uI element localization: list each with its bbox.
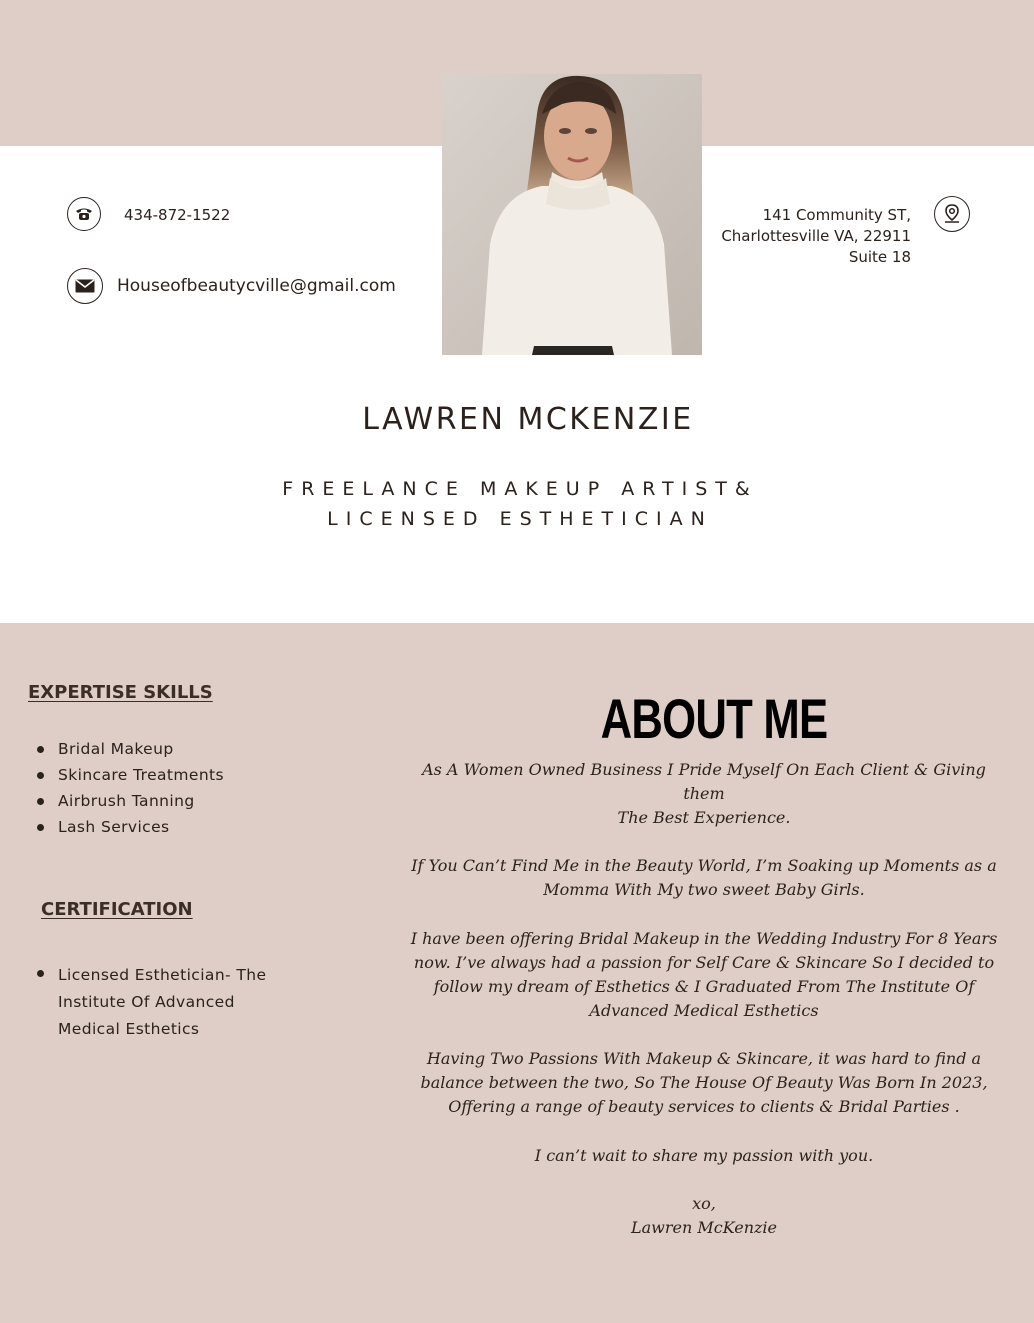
phone-icon	[67, 197, 101, 231]
phone-number[interactable]: 434-872-1522	[124, 206, 231, 224]
about-signature: Lawren McKenzie	[630, 1217, 778, 1237]
profile-photo	[442, 74, 702, 355]
about-line: As A Women Owned Business I Pride Myself On Each Client & Giving them	[422, 760, 986, 804]
address-line-suite: Suite 18	[848, 248, 911, 266]
about-line: Having Two Passions With Makeup & Skincare, it was hard to find a	[426, 1049, 982, 1069]
address	[721, 205, 911, 268]
about-line: xo,	[692, 1193, 716, 1213]
list-item: Skincare Treatments	[28, 764, 224, 790]
about-line: balance between the two, So The House Of Beauty Was Born In 2023,	[420, 1073, 988, 1093]
person-name: LAWREN MCKENZIE	[362, 402, 694, 437]
about-paragraph	[404, 1144, 1004, 1168]
expertise-heading: EXPERTISE SKILLS	[28, 682, 213, 703]
list-item: Licensed Esthetician- The Institute Of Advanced Medical Esthetics	[28, 962, 298, 1043]
expertise-list	[28, 738, 224, 842]
about-heading: ABOUT ME	[600, 687, 828, 750]
about-line: follow my dream of Esthetics & I Graduated From The Institute Of	[433, 976, 975, 996]
about-text	[404, 758, 1004, 1240]
email-address[interactable]: Houseofbeautycville@gmail.com	[117, 276, 396, 296]
about-paragraph	[404, 854, 1004, 902]
about-line: now. I’ve always had a passion for Self Care & Skincare So I decided to	[413, 952, 995, 972]
address-line-street: 141 Community ST,	[762, 206, 911, 224]
about-line: I can’t wait to share my passion with you.	[534, 1145, 874, 1165]
about-line: Advanced Medical Esthetics	[589, 1000, 819, 1020]
about-paragraph	[404, 927, 1004, 1023]
about-line: If You Can’t Find Me in the Beauty World, I’m Soaking up Moments as a	[411, 856, 997, 876]
about-signoff	[404, 1192, 1004, 1240]
location-pin-icon	[934, 196, 970, 232]
about-paragraph	[404, 1047, 1004, 1119]
about-paragraph	[404, 758, 1004, 830]
list-item: Airbrush Tanning	[28, 790, 224, 816]
certification-list	[28, 962, 298, 1043]
mail-icon	[67, 268, 103, 304]
about-line: Momma With My two sweet Baby Girls.	[543, 880, 865, 900]
about-line: The Best Experience.	[617, 808, 791, 828]
job-title-line-2: LICENSED ESTHETICIAN	[327, 508, 713, 530]
about-line: I have been offering Bridal Makeup in the Wedding Industry For 8 Years	[410, 928, 998, 948]
list-item: Lash Services	[28, 816, 224, 842]
address-line-city: Charlottesville VA, 22911	[721, 227, 911, 245]
about-line: Offering a range of beauty services to clients & Bridal Parties .	[448, 1097, 960, 1117]
certification-heading: CERTIFICATION	[41, 899, 193, 920]
list-item: Bridal Makeup	[28, 738, 224, 764]
job-title-line-1: FREELANCE MAKEUP ARTIST&	[282, 478, 758, 500]
